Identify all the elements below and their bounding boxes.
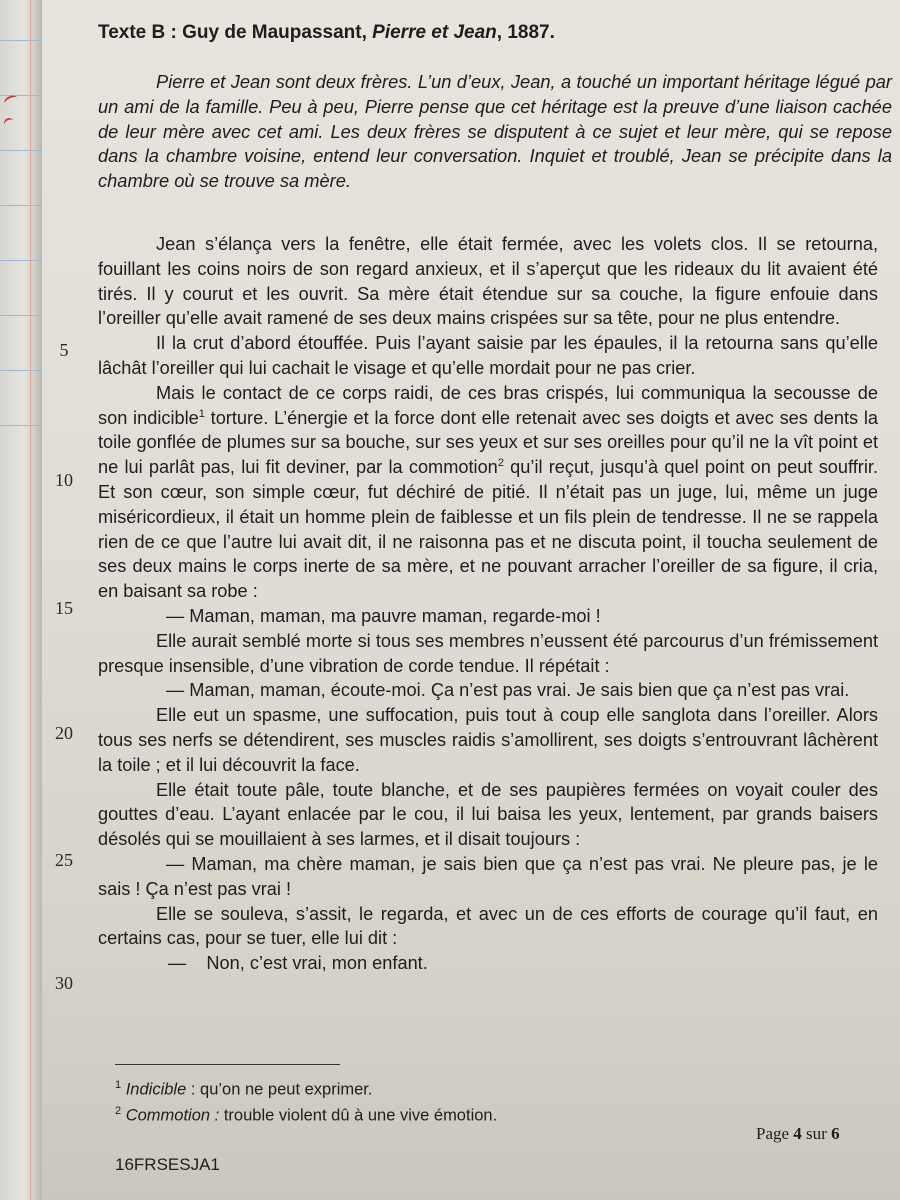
paragraph: Elle était toute pâle, toute blanche, et de ses paupières fermées on voyait couler des gouttes d’eau. L’ayant enlacée par le cou, il lui baisa les yeux, lentement, par grands baisers désolés qui se mouillaient à ses larmes, et il disait toujours : <box>98 779 878 850</box>
line-number: 25 <box>55 850 73 870</box>
excerpt-body <box>98 232 878 976</box>
paragraph: Mais le contact de ce corps raidi, de ces bras crispés, lui communiqua la secousse de son indicible$^1$ torture. L’énergie et la force dont elle retenait avec ses doigts et avec ses dents la toile gonflée de plumes sur sa bouche, sur ses yeux et sur ses oreilles pour qu’il ne la vît point et ne lui parlât pas, lui fit deviner, par la commotion$^2$ qu’il reçut, jusqu’à quel point on peut souffrir. Et son cœur, son simple cœur, fut déchiré de pitié. Il n’était pas un juge, lui, même un juge miséricordieux, il était un homme plein de faiblesse et un fils plein de tendresse. Il ne se rappela rien de ce que l’autre lui avait dit, il ne raisonna pas et ne discuta point, il toucha seulement de ses deux mains le corps inerte de sa mère, et ne pouvant arracher l’oreiller de sa figure, il cria, en baisant sa robe : <box>98 382 879 602</box>
dialogue-line: — Maman, maman, écoute-moi. Ça n’est pas vrai. Je sais bien que ça n’est pas vrai. <box>166 680 850 701</box>
page-number: Page 4 sur 6 <box>756 1124 840 1143</box>
paragraph: Il la crut d’abord étouffée. Puis l’ayant saisie par les épaules, il la retourna sans qu’elle lâchât l’oreiller qui lui cachait le visage et qu’elle mordait pour ne pas crier. <box>98 333 878 378</box>
paragraph: Elle aurait semblé morte si tous ses membres n’eussent été parcourus d’un frémissement presque insensible, d’une vibration de corde tendue. Il répétait : <box>98 630 878 676</box>
intro-paragraph: Pierre et Jean sont deux frères. L’un d’eux, Jean, a touché un important héritage légué par un ami de la famille. Peu à peu, Pierre pense que cet héritage est la preuve d’une liaison cachée de leur mère avec cet ami. Les deux frères se disputent à ce sujet et leur mère, qui se repose dans la chambre voisine, entend leur conversation. Inquiet et troublé, Jean se précipite dans la chambre où se trouve sa mère. <box>98 71 892 192</box>
line-number: 10 <box>55 470 73 490</box>
notebook-page-edge <box>0 0 42 1200</box>
paragraph: Jean s’élança vers la fenêtre, elle était fermée, avec les volets clos. Il se retourna, fouillant les coins noirs de son regard anxieux, et il s’aperçut que les rideaux du lit avaient été tirés. Il y courut et les ouvrit. Sa mère était étendue sur sa couche, la figure enfouie dans l’oreiller qu’elle avait ramené de ses deux mains crispées sur sa tête, pour ne plus entendre. <box>98 234 878 329</box>
footnote-2: $^2$ Commotion : trouble violent dû à une vive émotion. <box>115 1104 498 1124</box>
line-number: 30 <box>55 973 73 993</box>
footnote-ref: 2 <box>497 457 504 470</box>
document-code: 16FRSESJA1 <box>115 1155 220 1174</box>
paragraph: Elle se souleva, s’assit, le regarda, et avec un de ces efforts de courage qu’il faut, en certains cas, pour se tuer, elle lui dit : <box>98 903 878 949</box>
dialogue-line: — Non, c’est vrai, mon enfant. <box>168 953 428 974</box>
footnote-1: $^1$ Indicible : qu’on ne peut exprimer. <box>115 1079 373 1099</box>
footnotes <box>115 1075 497 1126</box>
red-ink-mark <box>2 116 15 129</box>
footnote-divider <box>115 1064 340 1065</box>
line-number: 5 <box>59 340 69 360</box>
dialogue-line: — Maman, ma chère maman, je sais bien que ça n’est pas vrai. Ne pleure pas, je le sais ! Ça n’est pas vrai ! <box>98 853 878 899</box>
dialogue-line: — Maman, maman, ma pauvre maman, regarde-moi ! <box>166 605 601 626</box>
line-number: 20 <box>55 723 73 743</box>
footnote-ref: 1 <box>198 407 205 420</box>
line-number: 15 <box>55 598 73 618</box>
paragraph: Elle eut un spasme, une suffocation, puis tout à coup elle sanglota dans l’oreiller. Alors tous ses nerfs se détendirent, ses muscles raidis s’amollirent, ses doigts s’entrouvrant lâchèrent la toile ; et il lui découvrit la face. <box>98 705 878 775</box>
text-heading: Texte B : Guy de Maupassant, Pierre et Jean, 1887. <box>98 22 555 43</box>
